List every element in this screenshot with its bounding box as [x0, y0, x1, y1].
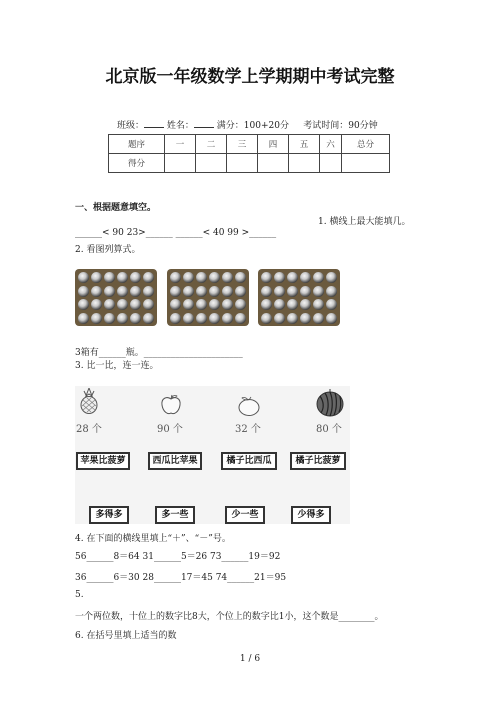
bottle-cap [222, 313, 233, 324]
score-cell[interactable] [289, 154, 320, 173]
score-cell[interactable] [258, 154, 289, 173]
count-label: 32 个 [235, 424, 261, 435]
bottle-cap [326, 286, 337, 297]
name-label: 姓名： [166, 121, 194, 131]
header-cell: 题序 [109, 135, 165, 154]
bottle-cap [104, 286, 115, 297]
header-cell: 总分 [342, 135, 390, 154]
bottle-cap [326, 272, 337, 283]
header-cell: 三 [227, 135, 258, 154]
bottle-cap [222, 286, 233, 297]
bottle-cap [170, 313, 181, 324]
bottle-cap [274, 272, 285, 283]
bottle-cap [117, 286, 128, 297]
bottle-cap [78, 299, 89, 310]
score-table [108, 134, 390, 173]
bottle-cap [287, 286, 298, 297]
question-4-row: 56______8＝64 31______5＝26 73______19＝92 [75, 552, 281, 562]
bottle-cap [143, 286, 154, 297]
header-cell: 五 [289, 135, 320, 154]
bottle-cap [235, 313, 246, 324]
score-cell[interactable] [196, 154, 227, 173]
question-1-line: ______< 90 23>______ ______< 40 99 >______ [75, 228, 277, 238]
question-6-text: 6. 在括号里填上适当的数 [75, 631, 177, 641]
bottle-cap [117, 272, 128, 283]
apple-icon [160, 394, 182, 416]
bottle-cap [313, 286, 324, 297]
bottle-cap [313, 299, 324, 310]
comparison-box[interactable]: 橘子比西瓜 [221, 452, 277, 470]
question-4-text: 4. 在下面的横线里填上“＋”、“－”号。 [75, 534, 231, 544]
header-cell: 一 [165, 135, 196, 154]
bottle-cap [78, 286, 89, 297]
bottle-cap [117, 299, 128, 310]
question-2-text: 2. 看图列算式。 [75, 245, 141, 255]
bottle-cap [78, 313, 89, 324]
count-label: 28 个 [76, 424, 102, 435]
bottle-cap [235, 286, 246, 297]
bottle-cap [196, 286, 207, 297]
bottle-cap [183, 313, 194, 324]
question-5-text: 一个两位数，十位上的数字比8大，个位上的数字比1小，这个数是________。 [75, 612, 384, 622]
name-blank [194, 120, 214, 128]
bottle-cap [287, 272, 298, 283]
score-cell[interactable] [320, 154, 342, 173]
bottle-cap [91, 286, 102, 297]
compare-panel [75, 386, 350, 524]
bottle-cap [209, 299, 220, 310]
bottle-cap [261, 299, 272, 310]
bottle-cap [196, 272, 207, 283]
bottle-cap [235, 299, 246, 310]
question-3-text: 3. 比一比，连一连。 [75, 361, 159, 371]
bottle-crate-image [167, 269, 249, 326]
bottle-cap [170, 286, 181, 297]
score-table-row [109, 154, 390, 173]
bottle-cap [130, 299, 141, 310]
bottle-cap [235, 272, 246, 283]
bottle-cap [313, 313, 324, 324]
bottle-cap [287, 299, 298, 310]
bottle-cap [261, 286, 272, 297]
bottle-cap [143, 299, 154, 310]
bottle-cap [274, 313, 285, 324]
exam-time: 考试时间：90分钟 [303, 121, 378, 131]
bottle-cap [91, 313, 102, 324]
question-5-number: 5. [75, 590, 84, 600]
bottle-cap [104, 272, 115, 283]
bottle-cap [196, 313, 207, 324]
bottle-cap [274, 299, 285, 310]
bottle-cap [274, 286, 285, 297]
bottle-cap [222, 299, 233, 310]
bottle-cap [261, 313, 272, 324]
bottle-cap [170, 272, 181, 283]
bottle-cap [104, 313, 115, 324]
orange-icon [237, 396, 261, 416]
class-blank [144, 120, 164, 128]
degree-box[interactable]: 多一些 [155, 506, 195, 524]
bottle-cap [143, 313, 154, 324]
comparison-box[interactable]: 西瓜比苹果 [148, 452, 202, 470]
score-cell[interactable] [227, 154, 258, 173]
bottle-cap [104, 299, 115, 310]
degree-box[interactable]: 多得多 [89, 506, 129, 524]
question-4-row: 36______6＝30 28______17＝45 74______21＝95 [75, 573, 287, 583]
watermelon-icon [315, 389, 345, 417]
class-label: 班级： [117, 121, 145, 131]
header-cell: 六 [320, 135, 342, 154]
bottle-cap [78, 272, 89, 283]
section-title: 一、根据题意填空。 [75, 203, 157, 213]
pineapple-icon [78, 388, 100, 414]
bottle-cap [183, 272, 194, 283]
bottle-cap [130, 313, 141, 324]
bottle-cap [287, 313, 298, 324]
row-label: 得分 [109, 154, 165, 173]
bottle-cap [209, 272, 220, 283]
bottle-cap [91, 272, 102, 283]
bottle-cap [143, 272, 154, 283]
degree-box[interactable]: 少得多 [291, 506, 331, 524]
bottle-cap [300, 272, 311, 283]
bottle-cap [300, 313, 311, 324]
bottle-cap [261, 272, 272, 283]
header-cell: 四 [258, 135, 289, 154]
score-table-header [109, 135, 390, 154]
bottle-cap [326, 299, 337, 310]
bottle-cap [300, 299, 311, 310]
bottle-cap [183, 299, 194, 310]
bottle-cap [130, 272, 141, 283]
degree-box[interactable]: 少一些 [225, 506, 265, 524]
bottle-cap [313, 272, 324, 283]
comparison-box[interactable]: 橘子比菠萝 [290, 452, 346, 470]
score-cell[interactable] [342, 154, 390, 173]
bottle-cap [183, 286, 194, 297]
bottle-cap [222, 272, 233, 283]
bottle-cap [209, 313, 220, 324]
bottle-cap [170, 299, 181, 310]
header-cell: 二 [196, 135, 227, 154]
bottle-cap [300, 286, 311, 297]
bottle-cap [117, 313, 128, 324]
page-number: 1 / 6 [239, 654, 261, 664]
document-title: 北京版一年级数学上学期期中考试完整 [105, 67, 395, 87]
bottle-crate-image [75, 269, 157, 326]
bottle-cap [209, 286, 220, 297]
score-cell[interactable] [165, 154, 196, 173]
full-score: 满分：100+20分 [216, 121, 289, 131]
comparison-box[interactable]: 苹果比菠萝 [76, 452, 130, 470]
bottle-cap [196, 299, 207, 310]
exam-info-line [117, 118, 378, 131]
question-1-text: 1. 横线上最大能填几。 [318, 217, 411, 227]
question-2-answer: 3箱有______瓶。______________________ [75, 348, 243, 358]
count-label: 80 个 [316, 424, 342, 435]
bottle-cap [130, 286, 141, 297]
bottle-cap [326, 313, 337, 324]
count-label: 90 个 [157, 424, 183, 435]
bottle-crate-image [258, 269, 340, 326]
bottle-cap [91, 299, 102, 310]
